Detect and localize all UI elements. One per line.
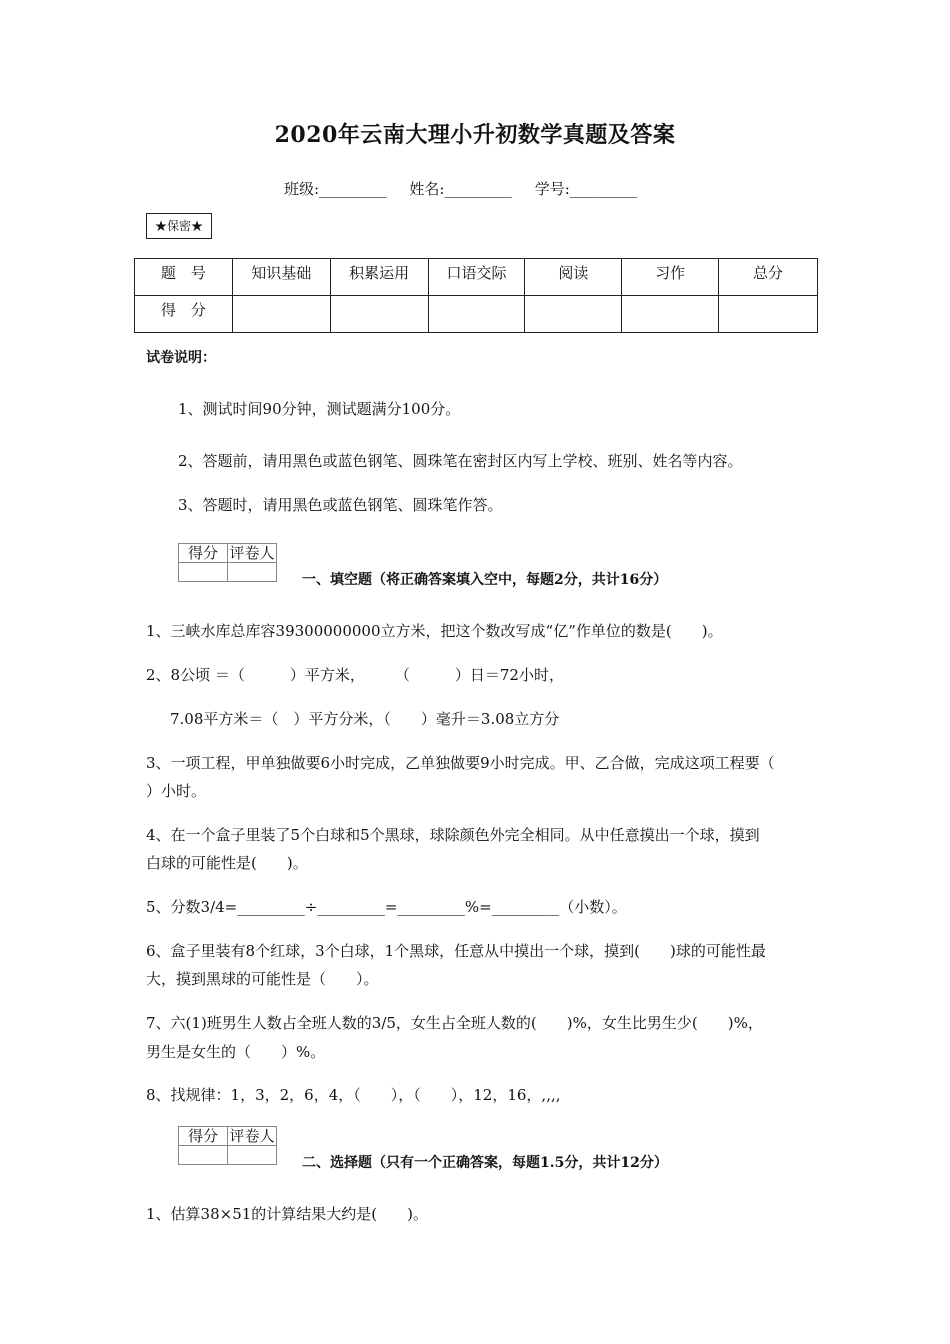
grader-label: 评卷人 [229,1127,275,1145]
student-info [284,178,655,199]
grader-box [178,1126,277,1165]
score-table-cell: 积累运用 [330,259,428,296]
question-1-4: 4、在一个盒子里装了5个白球和5个黑球，球除颜色外完全相同。从中任意摸出一个球，摸到 [146,826,760,844]
question-1-7-cont: 男生是女生的（ ）%。 [146,1043,326,1061]
score-input-cell[interactable] [428,296,525,333]
class-field: 班级:_________ [284,180,387,198]
section-2-title: 二、选择题（只有一个正确答案，每题1.5分，共计12分） [302,1155,668,1171]
score-input-cell[interactable] [622,296,719,333]
question-1-1: 1、三峡水库总库容39300000000立方米，把这个数改写成“亿”作单位的数是( )。 [146,622,723,640]
score-table [134,258,818,333]
question-2-1: 1、估算38×51的计算结果大约是( )。 [146,1205,428,1223]
section-1-title: 一、填空题（将正确答案填入空中，每题2分，共计16分） [302,572,668,588]
grader-label: 评卷人 [229,544,275,562]
instruction-item: 3、答题时，请用黑色或蓝色钢笔、圆珠笔作答。 [178,496,503,514]
score-table-cell: 知识基础 [232,259,330,296]
grader-score-label: 得分 [179,544,228,563]
grader-score-cell[interactable] [179,1146,228,1165]
grader-score-cell[interactable] [179,563,228,582]
score-table-header-row [135,259,818,296]
grader-name-cell[interactable] [228,1146,277,1165]
instructions-heading: 试卷说明： [146,350,216,366]
score-table-cell: 题 号 [135,259,233,296]
grader-name-cell[interactable] [228,563,277,582]
score-table-score-row [135,296,818,333]
question-1-6-cont: 大，摸到黑球的可能性是（ ）。 [146,970,379,988]
question-1-5: 5、分数3/4=_________÷_________=_________%=_________（小数）。 [146,898,627,916]
score-input-cell[interactable] [330,296,428,333]
instruction-item: 1、测试时间90分钟，测试题满分100分。 [178,400,461,418]
secret-badge: ★保密★ [146,213,212,239]
grader-box [178,543,277,582]
score-table-cell: 习作 [622,259,719,296]
score-table-cell: 总分 [719,259,818,296]
question-1-6: 6、盒子里装有8个红球，3个白球，1个黑球，任意从中摸出一个球，摸到( )球的可能性最 [146,942,766,960]
score-table-cell: 得 分 [135,296,233,333]
instruction-item: 2、答题前，请用黑色或蓝色钢笔、圆珠笔在密封区内写上学校、班别、姓名等内容。 [178,452,743,470]
question-1-7: 7、六(1)班男生人数占全班人数的3/5，女生占全班人数的( )%，女生比男生少( )%， [146,1014,763,1032]
question-1-3: 3、一项工程，甲单独做要6小时完成，乙单独做要9小时完成。甲、乙合做，完成这项工程要（ [146,754,775,772]
question-1-2: 2、8公顷 ＝（ ）平方米， （ ）日＝72小时， [146,666,564,684]
question-1-8: 8、找规律：1，3，2，6，4，（ ），（ ），12，16，,,,, [146,1086,561,1104]
grader-score-label: 得分 [179,1127,228,1146]
score-input-cell[interactable] [232,296,330,333]
question-1-2-cont: 7.08平方米＝（ ）平方分米，（ ）毫升＝3.08立方分 [170,710,560,728]
name-field: 姓名:_________ [409,180,512,198]
number-field: 学号:_________ [534,180,638,198]
question-1-4-cont: 白球的可能性是( )。 [146,854,308,872]
page-title: 2020年云南大理小升初数学真题及答案 [274,122,676,148]
question-1-3-cont: ）小时。 [146,782,207,800]
score-input-cell[interactable] [525,296,622,333]
score-input-cell[interactable] [719,296,818,333]
score-table-cell: 阅读 [525,259,622,296]
score-table-cell: 口语交际 [428,259,525,296]
